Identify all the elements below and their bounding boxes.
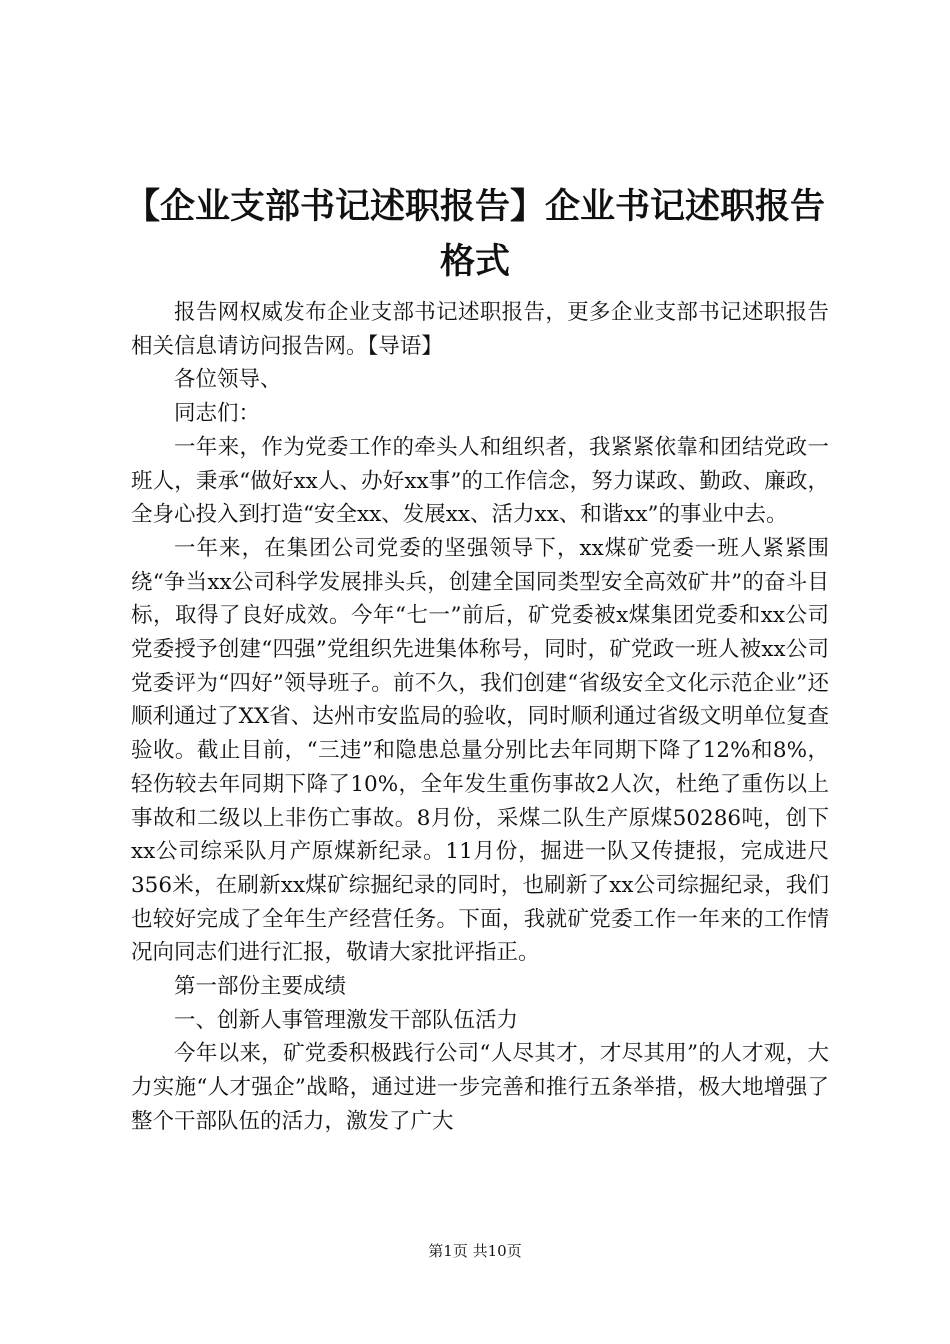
paragraph-salutation-leaders: 各位领导、 [174, 367, 282, 393]
document-title: 【企业支部书记述职报告】企业书记述职报告格式 [124, 187, 825, 282]
paragraph-intro: 报告网权威发布企业支部书记述职报告，更多企业支部书记述职报告相关信息请访问报告网。【导语】 [131, 300, 829, 359]
paragraph-body: 一年来，作为党委工作的牵头人和组织者，我紧紧依靠和团结党政一班人，秉承“做好xx人、办好xx事”的工作信念，努力谋政、勤政、廉政，全身心投入到打造“安全xx、发展xx、活力xx、和谐xx”的事业中去。 [131, 434, 829, 528]
paragraph-salutation-comrades: 同志们： [174, 401, 261, 427]
document-body [131, 296, 829, 1139]
page-footer: 第1页 共10页 [428, 1242, 522, 1260]
section-heading: 第一部份主要成绩 [174, 974, 347, 1000]
paragraph-body: 一年来，在集团公司党委的坚强领导下，xx煤矿党委一班人紧紧围绕“争当xx公司科学发展排头兵，创建全国同类型安全高效矿井”的奋斗目标，取得了良好成效。今年“七一”前后，矿党委被x煤集团党委和xx公司党委授予创建“四强”党组织先进集体称号，同时，矿党政一班人被xx公司党委评为“四好”领导班子。前不久，我们创建“省级安全文化示范企业”还顺利通过了XX省、达州市安监局的验收，同时顺利通过省级文明单位复查验收。截止目前，“三违”和隐患总量分别比去年同期下降了12%和8%，轻伤较去年同期下降了10%，全年发生重伤事故2人次，杜绝了重伤以上事故和二级以上非伤亡事故。8月份，采煤二队生产原煤50286吨，创下xx公司综采队月产原煤新纪录。11月份，掘进一队又传捷报，完成进尺356米，在刷新xx煤矿综掘纪录的同时，也刷新了xx公司综掘纪录，我们也较好完成了全年生产经营任务。下面，我就矿党委工作一年来的工作情况向同志们进行汇报，敬请大家批评指正。 [131, 535, 829, 966]
subsection-heading: 一、创新人事管理激发干部队伍活力 [174, 1007, 519, 1033]
paragraph-body: 今年以来，矿党委积极践行公司“人尽其才，才尽其用”的人才观，大力实施“人才强企”战略，通过进一步完善和推行五条举措，极大地增强了整个干部队伍的活力，激发了广大 [131, 1041, 829, 1134]
